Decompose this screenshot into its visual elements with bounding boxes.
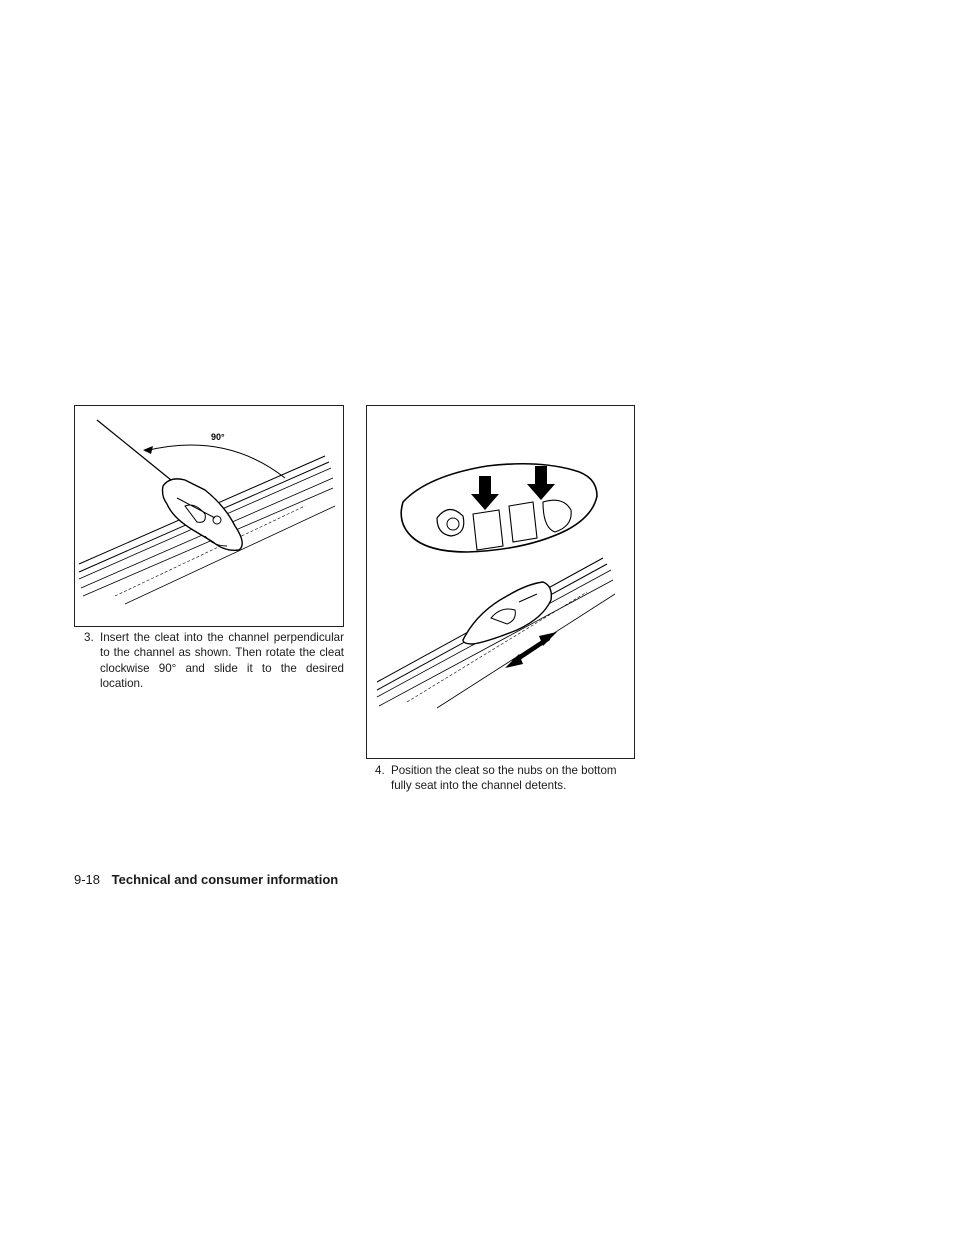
cleat-position-drawing xyxy=(367,406,636,760)
step-number: 4. xyxy=(375,764,385,777)
angle-arc xyxy=(145,445,285,478)
illustration-cleat-position xyxy=(366,405,635,759)
illustration-cleat-insert xyxy=(74,405,344,627)
step-text: Position the cleat so the nubs on the bottom fully seat into the channel detents. xyxy=(391,764,617,793)
page-number: 9-18 xyxy=(74,872,101,887)
page-footer xyxy=(74,872,338,887)
cleat-shape xyxy=(163,479,243,550)
angle-label: 90° xyxy=(211,432,225,442)
instruction-step-4 xyxy=(375,763,637,794)
cleat-on-rail xyxy=(463,582,551,644)
section-title: Technical and consumer information xyxy=(111,872,339,887)
step-number: 3. xyxy=(84,631,94,644)
slide-arrow-icon xyxy=(505,632,557,668)
arc-arrowhead xyxy=(143,446,153,454)
cleat-underside xyxy=(401,464,597,552)
instruction-step-3 xyxy=(84,630,344,692)
step-text: Insert the cleat into the channel perpendicular to the channel as shown. Then rotate the cleat clockwise 90° and slide it to the desired location. xyxy=(100,631,344,691)
reference-line xyxy=(97,420,171,480)
cleat-insert-drawing xyxy=(75,406,345,628)
